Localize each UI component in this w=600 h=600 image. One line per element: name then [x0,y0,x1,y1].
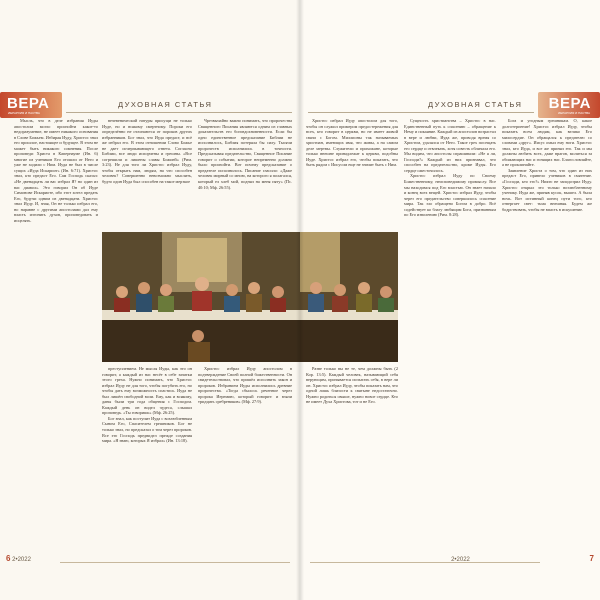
paragraph: Христос избрал Иуду апостолом в подтверждение Своей полной божественности. Он свидетельствовал, что пришёл исполнить закон и пророков. Избранием Иуды исполнились древние пророчества. «Тогда сбылось реченное через пророка Иеремию, который говорит: и взяли тридцать сребреников» (Мф. 27:9). [198,366,292,405]
page-folio-right [451,554,594,563]
book-gutter-shadow [296,0,304,600]
magazine-logo-subtitle: ИЕРАРХИЯ И ПАСТВА [558,111,590,115]
paragraph: Чрезвычайно важно понимать, что пророчества Священного Писания являются одним из главных доказательств его боговдохновенности. Если бы одно единственное предсказание Библии не исполнилось, Библия потеряла бы силу. Тысячи пророчеств исполнились в точности. Предсказывая предательство, Священное Писание говорит о событии, которое непременно должно было произойти. Вот почему предсказание о предателе исполнилось. Писание гласило: «Даже человек мирный со мною, на которого я полагался, который ел хлеб мой, поднял на меня пяту» (Пс. 40:10; Мф. 26:55). [198,118,292,190]
last-supper-painting-left [102,232,300,362]
paragraph: вечевенический натуры присущи не только Иуде, но и всякому смертному. Пороки его определённо не отличаются от пороков других избранников. Бог знал, что Иуда предаст, и всё же избрал его. В этом отношении Слово Божье не дает исчерпывающего ответа. Согласно Библии, все люди испорчены и грешны. «Все согрешили и лишены славы Божией» (Рим. 3:23). Не для того ли Христос избрал Иуду, чтобы открыть нам, людям, на что способен человек? Совершенно невозможно мыслить, будто один Иуда был способен на такое мерзкое [102,118,192,185]
magazine-logo: ВЕРА [7,95,50,112]
article-column-3 [198,118,292,228]
article-column-1 [14,118,98,554]
article-column-5 [198,366,292,554]
painting-image [102,232,300,362]
paragraph: Разве только вы не те, чем должны быть (2 Кор. 13:5). Каждый человек, называющий себя верующим, призывается испытать себя, в вере ли он. Христос избрал Иуду, чтобы показать нам, что одной лишь близости к святыне недостаточно. Нужно родиться свыше, нужно новое сердце. Кто не имеет Духа Христова, тот и не Его. [306,366,398,405]
header-rule [308,112,534,113]
page-number: 7 [589,554,594,563]
article-column-3 [502,118,592,554]
magazine-logo: ВЕРА [548,95,591,112]
last-supper-painting-right [300,232,398,362]
article-column-4 [306,366,398,554]
page-number: 6 [6,554,11,563]
paragraph: преступлением. Не мысля Иуды, как это он говорит, а каждый из нас несёт в себе зачатки этого греха. Нужно понимать, что Христос избрал Иуду не для того, чтобы погубить его, но чтобы дать ему возможность спастись. Иуда не был лишён свободной воли. Ему, как и всякому, даны были три года общения с Господом. Каждый день он видел чудеса, слышал проповедь. «Ты говоришь» (Мф. 26:25). [102,366,192,416]
article-column-2 [404,118,496,554]
article-column-4 [102,366,192,554]
section-title: ДУХОВНАЯ СТАТЬЯ [118,100,213,109]
paragraph: Сущность христианства – Христос в нас. Единственный путь к спасению – обращение к Нему и покаяние. Каждый из апостолов возрастал в вере и любви, Иуда же, проводя время со Христом, удалялся от Него. Такое грех посещать его сердце и отвлекать, хотя совесть обличала его. Мы видим, что апостолы спрашивали: «Не я ли, Господи?» Каждый из них признавал, что способен на предательство, кроме Иуды. Его сердце ожесточилось. [404,118,496,173]
paragraph: Заявление Христа о том, что один из них предаст Его, привело учеников в смятение. «Господи, кто это?» Никто не заподозрил Иуду. Христос открыл это только возлюбленному ученику. Иуда же, приняв кусок, вышел. А была ночь. Вот истинный конец пути того, кто отвергает свет: тьма внешняя. Будем же бодрствовать, чтобы не впасть в искушение. [502,167,592,212]
paragraph: Бога и угодным грешникам. О, какое долготерпение! Христос избрал Иуду, чтобы показать всем людям, как велико Его милосердие. Он обращался к предателю со словами «друг». Иисус омыл ему ноги. Христос знал, кто Иуда, и все же принял его. Так и мы должны любить всех, даже врагов, молиться за обижающих нас и гонящих нас. Благословляйте, а не проклинайте. [502,118,592,168]
right-page [300,0,600,600]
article-column-1 [306,118,398,228]
section-title: ДУХОВНАЯ СТАТЬЯ [428,100,523,109]
issue-date: 2•2022 [451,557,470,563]
header-rule [66,112,292,113]
paragraph: Христос избрал Иуду апостолом для того, чтобы он служил примером предостережения для всех, кто говорит в церкви, но не имеет живой связи с Богом. Миллионы так называемых христиан, имеющих имя, что живы, а на самом деле мертвы. Служители и прихожане, которые только внешне принадлежат к церкви, подобны Иуде. Христос избрал его, чтобы показать, что быть рядом с Иисусом еще не значит быть с Ним. [306,118,398,168]
footer-rule [60,562,290,563]
paragraph: Мысль, что в деле избрания Иуды апостолом могло произойти какое-то недоразумение, не имеет никакого основания в Слове Божьем. Избирая Иуду, Христос знал его прошлое, настоящее и будущее. В этом не может быть никакого сомнения. После проповеди Христа в Капернауме (Ин. 6) многие из учеников Его отошли от Него и уже не ходили с Ним. Иуда не был в числе сущих «Иуда Искариот» (Ин. 6:71). Христос знал, кто предаст Его. Сам Господь сказал: «Не двенадцать ли вас избрал Я? но один из вас диавол». Это говорил Он об Иуде Симонове Искариоте, ибо этот хотел предать Его, будучи одним из двенадцати. Христос знал Иуду. И, зная, Он не только избрал его, но наравне с другими апостолами дал ему власть изгонять духов, проповедовать и исцелять. [14,118,98,223]
page-folio-left [6,554,31,563]
issue-date: 2•2022 [12,557,31,563]
magazine-logo-subtitle: ИЕРАРХИЯ И ПАСТВА [8,111,40,115]
painting-image [300,232,398,362]
paragraph: Бог знал, как поступит Иуда с возлюбленным Сыном Его, Спасителем грешников. Бог не только знал, но предсказал о том через пророков. Все это Господь предвидел прежде создания мира. «Я знаю, которых Я избрал» (Ин. 13:18). [102,415,192,444]
paragraph: Христос избрал Иуду по Своему Божественному, неисповедимому промыслу. Все мы находимся под Его властью. Он знает начало и конец всех вещей. Христос избрал Иуду, чтобы через его предательство совершилось спасение мира. Так зло обращено Богом в добро. Всё содействует ко благу любящим Бога, призванным по Его изволению (Рим. 8:28). [404,173,496,218]
article-column-2 [102,118,192,228]
